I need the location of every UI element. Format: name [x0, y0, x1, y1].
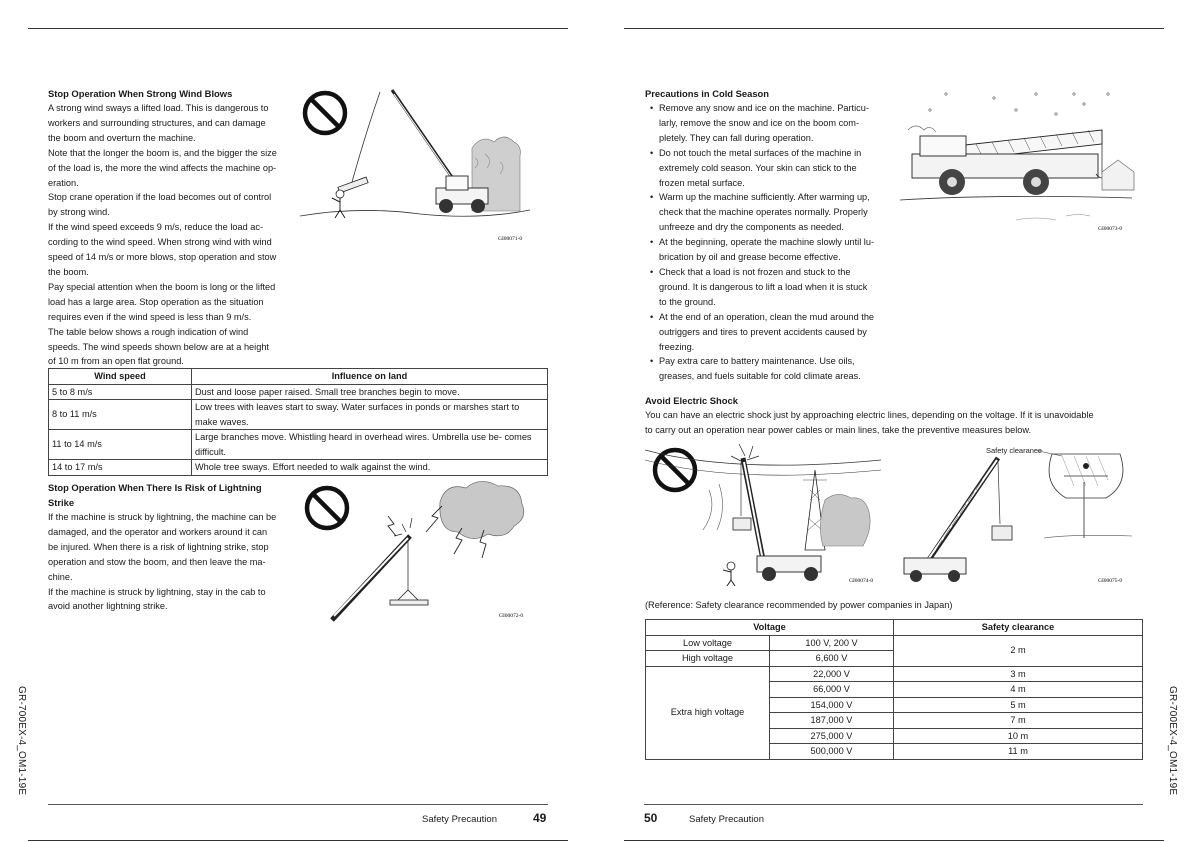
lightning-heading-line-1: Stop Operation When There Is Risk of Lightning [48, 482, 262, 493]
text-line: • Check that a load is not frozen and stuck to the [659, 266, 851, 277]
list-item [645, 146, 900, 191]
column-header: Wind speed [49, 369, 192, 385]
right-footer-section: Safety Precaution [689, 814, 764, 825]
cold-bullets [645, 101, 900, 384]
text-line: outriggers and tires to prevent accidents caused by [659, 326, 867, 337]
prohibition-icon [655, 450, 695, 490]
text-line: greases, and fuels suitable for cold climate areas. [659, 371, 861, 382]
text-line: freezing. [659, 341, 695, 352]
text-line: Stop crane operation if the load becomes out of control [48, 192, 272, 203]
voltage-value-cell: 154,000 V [770, 697, 894, 713]
voltage-class-cell: High voltage [646, 651, 770, 667]
text-line: by strong wind. [48, 207, 110, 218]
column-header: Voltage [646, 620, 894, 636]
text-line: Note that the longer the boom is, and the bigger the size [48, 147, 277, 158]
influence-cell: Dust and loose paper raised. Small tree branches begin to move. [192, 384, 548, 400]
table-header-row [646, 620, 1143, 636]
voltage-value-cell: 6,600 V [770, 651, 894, 667]
text-line: If the wind speed exceeds 9 m/s, reduce the load ac- [48, 222, 264, 233]
table-row [646, 666, 1143, 682]
influence-cell: Large branches move. Whistling heard in overhead wires. Umbrella use be- comes difficult. [192, 430, 548, 460]
clearance-cell: 2 m [894, 635, 1143, 666]
voltage-value-cell: 22,000 V [770, 666, 894, 682]
voltage-value-cell: 500,000 V [770, 744, 894, 760]
shock-heading: Avoid Electric Shock [645, 395, 738, 406]
voltage-class-cell: Low voltage [646, 635, 770, 651]
table-row [49, 460, 548, 476]
wind-body [48, 101, 303, 369]
right-bottom-rule [624, 840, 1164, 841]
left-bottom-rule [28, 840, 568, 841]
cold-section [645, 86, 900, 384]
voltage-value-cell: 187,000 V [770, 713, 894, 729]
list-item [645, 310, 900, 355]
reference-note: (Reference: Safety clearance recommended by power companies in Japan) [645, 600, 953, 610]
safety-clearance-label: Safety clearance [986, 446, 1042, 455]
clearance-cell: 11 m [894, 744, 1143, 760]
text-line: The table below shows a rough indication of wind [48, 326, 249, 337]
text-line: If the machine is struck by lightning, the machine can be [48, 512, 277, 522]
figure-code: GI00071-0 [498, 236, 523, 240]
voltage-value-cell: 100 V, 200 V [770, 635, 894, 651]
lightning-body [48, 510, 303, 614]
text-line: extremely cold season. Your skin can stick to the [659, 162, 857, 173]
prohibition-icon [305, 93, 345, 133]
figure-code: GI00072-0 [499, 613, 524, 619]
power-line-illustration [645, 440, 881, 586]
clearance-cell: 5 m [894, 697, 1143, 713]
clearance-cell: 4 m [894, 682, 1143, 698]
wind-crane-illustration [300, 88, 530, 240]
side-label-right: GR-700EX-4_OM1-19E [1167, 686, 1178, 796]
text-line: the boom. [48, 266, 89, 277]
wind-speed-cell: 11 to 14 m/s [49, 430, 192, 460]
side-label-left: GR-700EX-4_OM1-19E [16, 686, 27, 796]
text-line: requires even if the wind speed is less than 9 m/s. [48, 311, 252, 322]
shock-section [645, 393, 1145, 438]
wind-heading: Stop Operation When Strong Wind Blows [48, 88, 233, 99]
cold-crane-illustration [896, 88, 1136, 234]
text-line: operation and stow the boom, and then leave the ma- [48, 556, 266, 567]
column-header: Influence on land [192, 369, 548, 385]
table-row [49, 400, 548, 430]
wind-speed-cell: 8 to 11 m/s [49, 400, 192, 430]
lightning-crane-illustration [302, 480, 530, 622]
list-item [645, 354, 900, 384]
figure-code: GI00074-0 [849, 578, 874, 584]
voltage-value-cell: 66,000 V [770, 682, 894, 698]
text-line: chine. [48, 571, 73, 582]
text-line: workers and surrounding structures, and can damage [48, 117, 266, 128]
text-line: pletely. They can fall during operation. [659, 132, 814, 143]
text-line: speed of 14 m/s or more blows, stop operation and stow [48, 252, 277, 263]
text-line: eration. [48, 177, 79, 188]
table-header-row [49, 369, 548, 385]
text-line: larly, remove the snow and ice on the boom com- [659, 117, 860, 128]
text-line: • At the end of an operation, clean the mud around the [659, 311, 875, 322]
right-top-rule [624, 28, 1164, 29]
list-item [645, 235, 900, 265]
text-line: check that the machine operates normally. Properly [659, 207, 868, 218]
table-row [49, 384, 548, 400]
table-row [49, 430, 548, 460]
voltage-value-cell: 275,000 V [770, 728, 894, 744]
figure-code: GI00075-0 [1098, 578, 1123, 584]
text-line: of the load is, the more the wind affects the machine op- [48, 162, 277, 173]
list-item [645, 101, 900, 146]
prohibition-icon [307, 488, 347, 528]
left-footer-section: Safety Precaution [422, 814, 497, 825]
column-header: Safety clearance [894, 620, 1143, 636]
text-line: • Remove any snow and ice on the machine. Particu- [659, 103, 869, 113]
text-line: the boom and overturn the machine. [48, 132, 196, 143]
text-line: ground. It is dangerous to lift a load when it is stuck [659, 281, 868, 292]
wind-speed-table [48, 368, 548, 476]
text-line: frozen metal surface. [659, 177, 745, 188]
clearance-cell: 7 m [894, 713, 1143, 729]
text-line: damaged, and the operator and workers around it can [48, 526, 268, 537]
figure-code: GI00073-0 [1098, 226, 1123, 232]
table-row [646, 635, 1143, 651]
voltage-class-cell: Extra high voltage [646, 666, 770, 759]
text-line: • At the beginning, operate the machine slowly until lu- [659, 237, 875, 248]
voltage-clearance-table [645, 619, 1143, 760]
wind-section [48, 86, 303, 369]
left-footer-rule [48, 804, 548, 805]
text-line: Pay special attention when the boom is long or the lifted [48, 281, 276, 292]
shock-body [645, 408, 1145, 438]
text-line: unfreeze and dry the components as needed. [659, 222, 844, 233]
text-line: be injured. When there is a risk of lightning strike, stop [48, 541, 269, 552]
text-line: to the ground. [659, 296, 716, 307]
text-line: You can have an electric shock just by approaching electric lines, depending on the voltage. If it is unavoidable [645, 410, 1094, 420]
text-line: avoid another lightning strike. [48, 601, 168, 612]
text-line: If the machine is struck by lightning, stay in the cab to [48, 586, 266, 597]
right-footer-rule [644, 804, 1143, 805]
lightning-heading-line-2: Strike [48, 497, 75, 508]
text-line: speeds. The wind speeds shown below are at a height [48, 341, 269, 352]
wind-speed-cell: 14 to 17 m/s [49, 460, 192, 476]
list-item [645, 265, 900, 310]
wind-speed-cell: 5 to 8 m/s [49, 384, 192, 400]
list-item [645, 190, 900, 235]
influence-cell: Low trees with leaves start to sway. Water surfaces in ponds or marshes start to make waves. [192, 400, 548, 430]
left-page-number: 49 [533, 811, 547, 825]
influence-cell: Whole tree sways. Effort needed to walk against the wind. [192, 460, 548, 476]
clearance-cell: 3 m [894, 666, 1143, 682]
safety-clearance-illustration [896, 440, 1136, 586]
text-line: • Warm up the machine sufficiently. After warming up, [659, 192, 870, 203]
text-line: A strong wind sways a lifted load. This is dangerous to [48, 103, 269, 113]
text-line: of 10 m from an open flat ground. [48, 356, 184, 367]
text-line: • Do not touch the metal surfaces of the machine in [659, 147, 862, 158]
left-top-rule [28, 28, 568, 29]
right-page-number: 50 [644, 811, 658, 825]
text-line: load has a large area. Stop operation as the situation [48, 296, 264, 307]
text-line: to carry out an operation near power cables or main lines, take the preventive measures below. [645, 424, 1032, 435]
clearance-cell: 10 m [894, 728, 1143, 744]
text-line: brication by oil and grease become effective. [659, 252, 841, 263]
text-line: • Pay extra care to battery maintenance. Use oils, [659, 356, 855, 367]
text-line: cording to the wind speed. When strong wind with wind [48, 237, 272, 248]
lightning-section [48, 480, 303, 614]
cold-heading: Precautions in Cold Season [645, 88, 769, 99]
